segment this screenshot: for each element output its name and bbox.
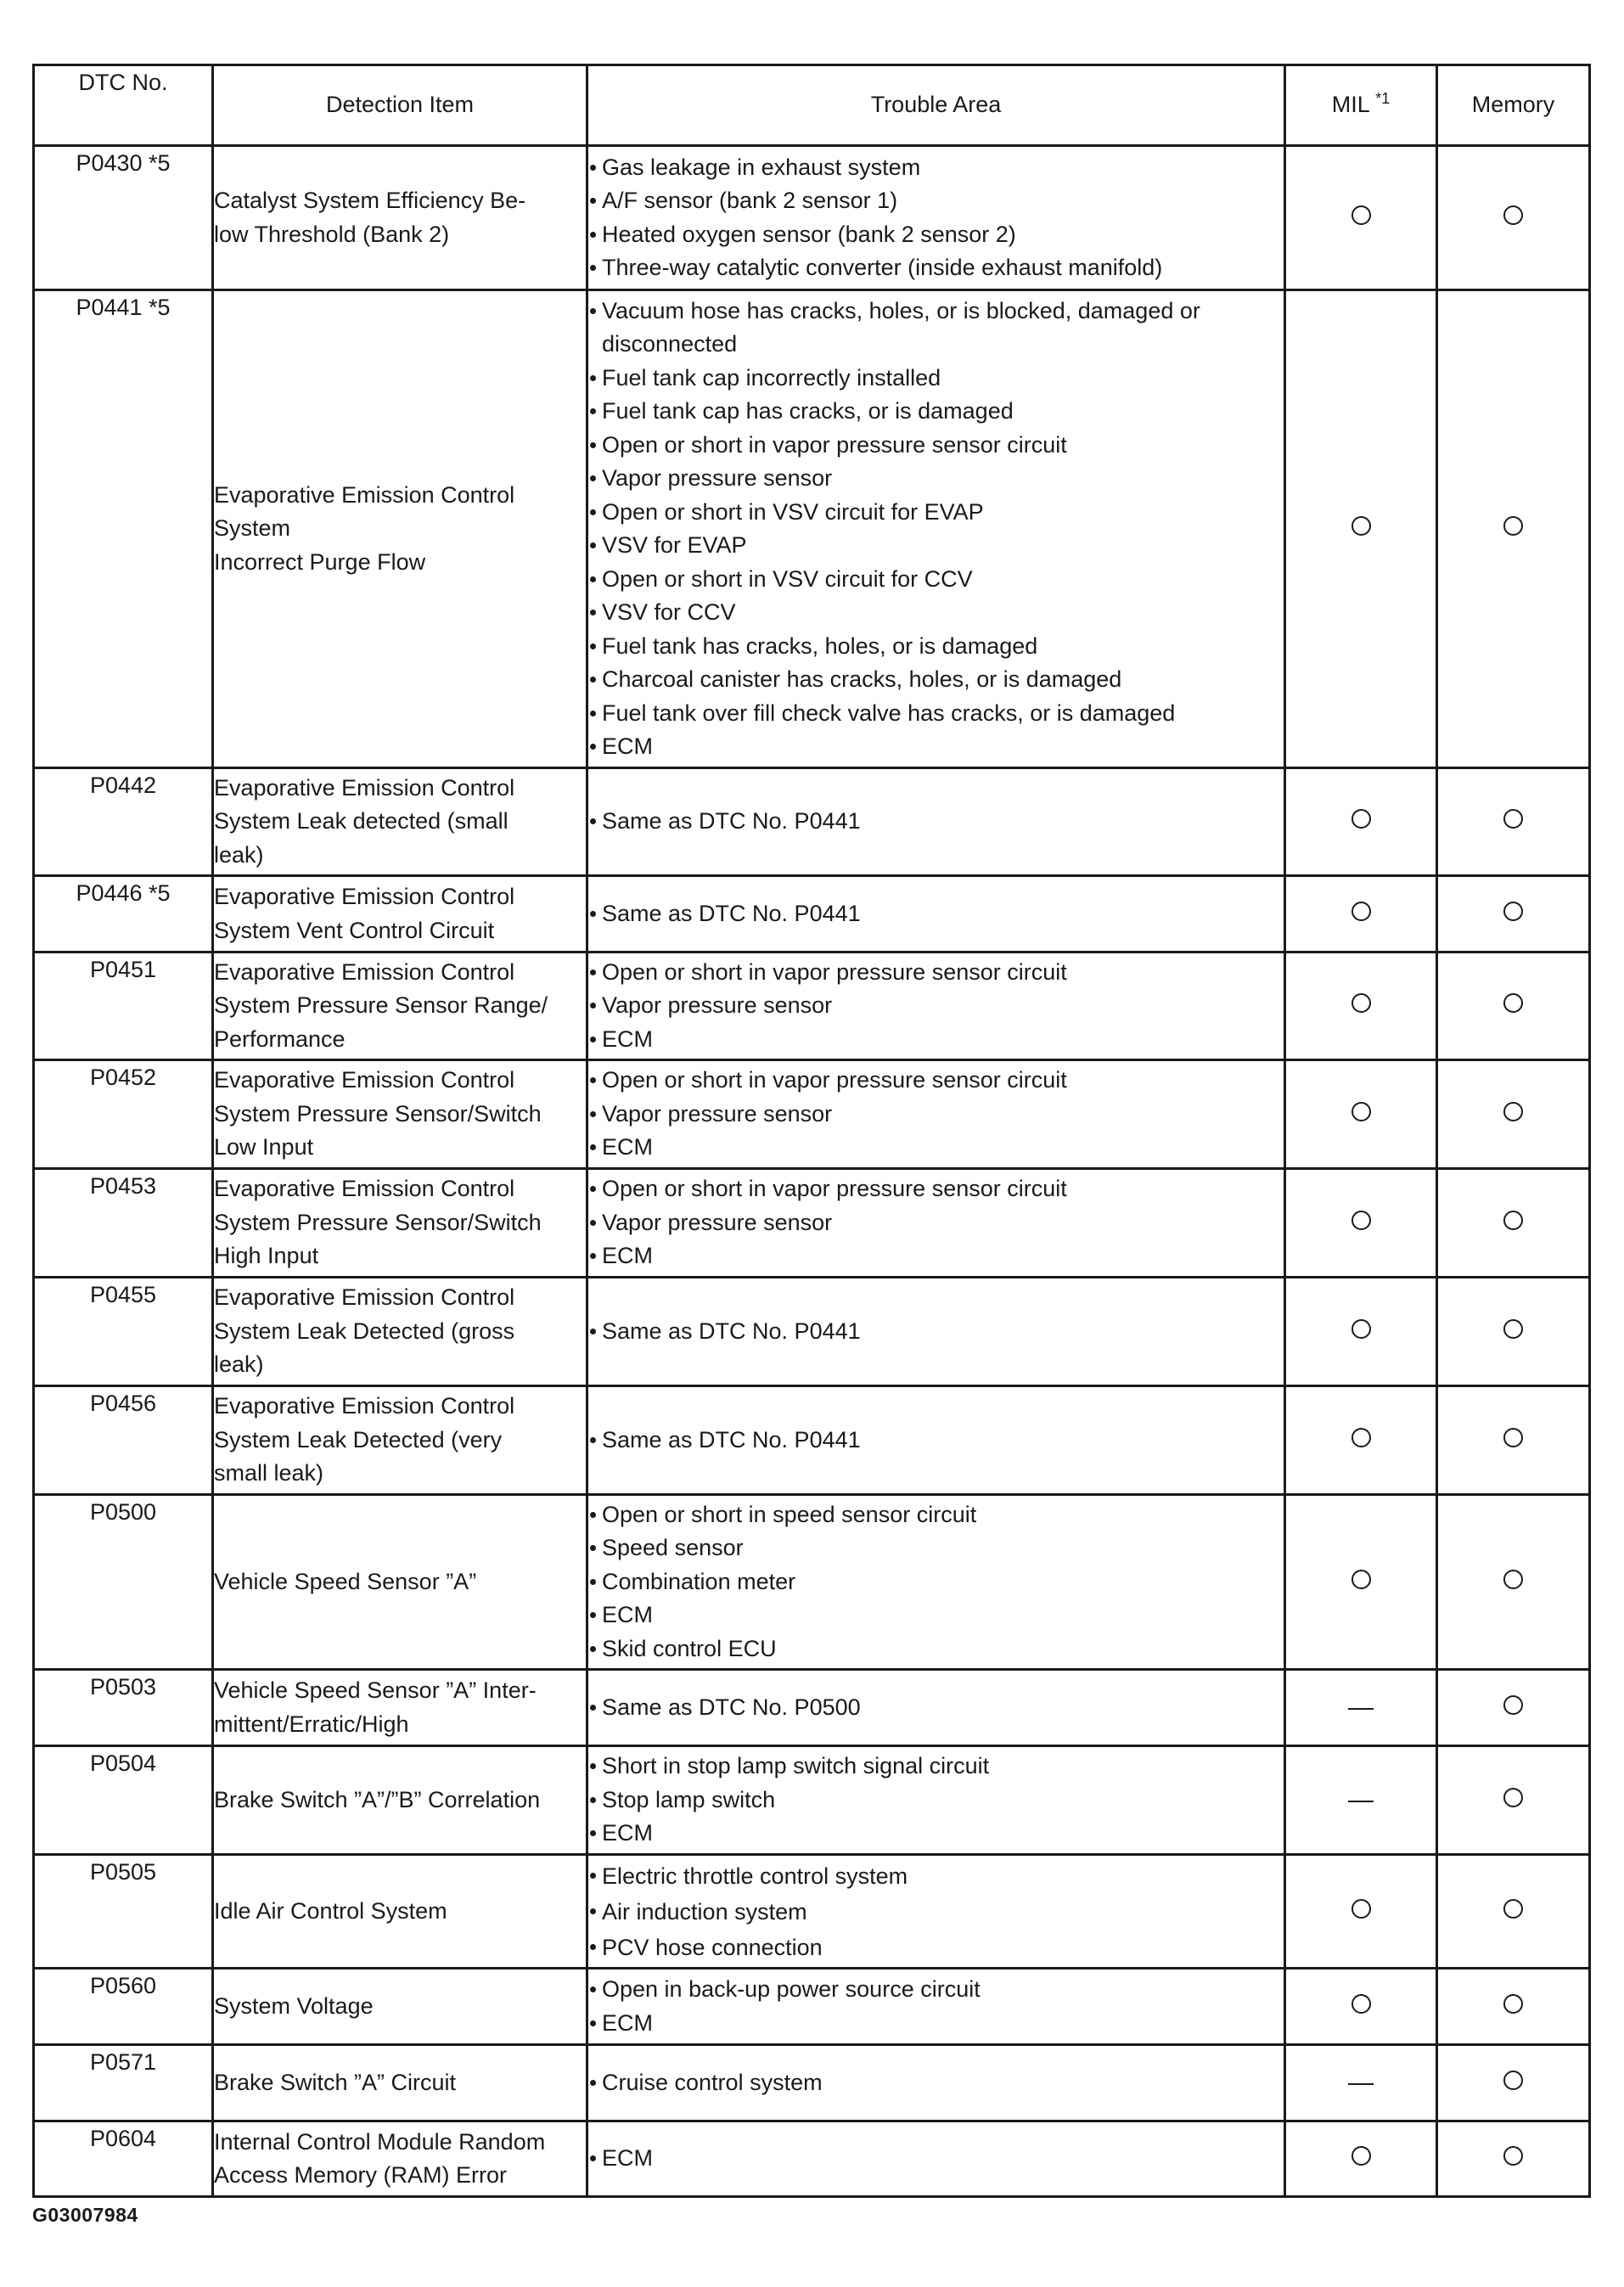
trouble-area-item: Vapor pressure sensor [588,1098,1284,1132]
mil-dash-icon [1348,2083,1374,2085]
dtc-code: P0455 [34,1278,213,1386]
dtc-code: P0430 *5 [34,146,213,290]
mil-circle-icon [1351,1211,1371,1230]
memory-circle-icon [1503,205,1523,225]
trouble-area [587,146,1285,290]
trouble-area-item: Heated oxygen sensor (bank 2 sensor 2) [588,218,1284,252]
detection-item-line: Evaporative Emission Control [214,1284,515,1311]
memory-circle-icon [1503,1428,1523,1447]
detection-item-line: leak) [214,841,264,868]
table-row [34,876,1590,952]
trouble-area [587,768,1285,876]
table-row [34,1278,1590,1386]
dtc-code: P0500 [34,1495,213,1670]
trouble-area-item: Fuel tank cap incorrectly installed [588,362,1284,396]
memory-circle-icon [1503,809,1523,829]
trouble-area-item: ECM [588,1239,1284,1273]
trouble-area-item: Combination meter [588,1565,1284,1599]
trouble-area-item: Vapor pressure sensor [588,989,1284,1023]
trouble-area-item: Open or short in vapor pressure sensor circuit [588,956,1284,990]
trouble-area-list [588,897,1284,931]
mil-circle-icon [1351,1899,1371,1919]
mil-cell [1285,2121,1437,2197]
mil-dash-icon [1348,1801,1374,1802]
trouble-area-item: Speed sensor [588,1531,1284,1565]
trouble-area-list [588,1750,1284,1851]
detection-item [213,2045,587,2121]
trouble-area [587,1855,1285,1969]
detection-item-line: Evaporative Emission Control [214,1393,515,1419]
header-row [34,65,1590,146]
table-row [34,1969,1590,2045]
memory-circle-icon [1503,2146,1523,2166]
header-mil-footnote: *1 [1375,90,1391,108]
trouble-area-item: Short in stop lamp switch signal circuit [588,1750,1284,1784]
detection-item-line: System Pressure Sensor/Switch [214,1100,542,1127]
mil-cell [1285,1969,1437,2045]
mil-cell [1285,2045,1437,2121]
trouble-area-list [588,151,1284,285]
memory-cell [1437,1969,1590,2045]
memory-cell [1437,952,1590,1060]
trouble-area [587,1386,1285,1495]
detection-item [213,1670,587,1746]
memory-circle-icon [1503,1695,1523,1715]
header-detection-item: Detection Item [213,65,587,146]
trouble-area-list [588,2142,1284,2176]
dtc-table [32,64,1591,2198]
trouble-area-item: Same as DTC No. P0441 [588,1315,1284,1349]
trouble-area-item: ECM [588,2007,1284,2041]
mil-cell [1285,1278,1437,1386]
detection-item-line: System Leak Detected (gross [214,1318,515,1344]
dtc-code: P0446 *5 [34,876,213,952]
table-row [34,952,1590,1060]
memory-circle-icon [1503,1788,1523,1807]
memory-circle-icon [1503,1211,1523,1230]
trouble-area-item: Open or short in vapor pressure sensor circuit [588,1172,1284,1206]
detection-item-line: System Pressure Sensor/Switch [214,1209,542,1235]
detection-item-line: Evaporative Emission Control [214,1176,515,1202]
trouble-area-item: Cruise control system [588,2066,1284,2100]
detection-item-line: Evaporative Emission Control [214,1067,515,1093]
detection-item-line: High Input [214,1243,319,1269]
detection-item-line: Incorrect Purge Flow [214,548,426,575]
trouble-area-item: Three-way catalytic converter (inside exhaust manifold) [588,251,1284,285]
dtc-code: P0451 [34,952,213,1060]
dtc-code: P0456 [34,1386,213,1495]
detection-item [213,1060,587,1169]
trouble-area [587,2121,1285,2197]
memory-cell [1437,1855,1590,1969]
trouble-area-item: A/F sensor (bank 2 sensor 1) [588,184,1284,218]
header-dtc-no: DTC No. [34,65,213,146]
table-row [34,1169,1590,1278]
table-row [34,1855,1590,1969]
trouble-area-item: Open in back-up power source circuit [588,1973,1284,2007]
table-row [34,1670,1590,1746]
table-row [34,290,1590,768]
mil-circle-icon [1351,516,1371,536]
trouble-area [587,1060,1285,1169]
detection-item-line: Evaporative Emission Control [214,884,515,909]
mil-circle-icon [1351,902,1371,921]
trouble-area-list [588,1315,1284,1349]
trouble-area-item: Vapor pressure sensor [588,1206,1284,1240]
memory-cell [1437,1169,1590,1278]
memory-cell [1437,1746,1590,1855]
mil-circle-icon [1351,1994,1371,2014]
mil-circle-icon [1351,993,1371,1013]
mil-cell [1285,290,1437,768]
trouble-area-item: ECM [588,2142,1284,2176]
trouble-area-item: Open or short in speed sensor circuit [588,1498,1284,1532]
memory-cell [1437,1386,1590,1495]
mil-cell [1285,1855,1437,1969]
memory-circle-icon [1503,1899,1523,1919]
trouble-area [587,1670,1285,1746]
memory-cell [1437,290,1590,768]
detection-item-line: System Vent Control Circuit [214,917,495,943]
detection-item [213,1169,587,1278]
mil-circle-icon [1351,1319,1371,1339]
detection-item-line: Internal Control Module Random [214,2128,546,2155]
dtc-code: P0442 [34,768,213,876]
table-row [34,1495,1590,1670]
trouble-area-item: ECM [588,1131,1284,1165]
detection-item-line: leak) [214,1351,264,1378]
detection-item-line: low Threshold (Bank 2) [214,221,450,247]
trouble-area-item: Air induction system [588,1894,1284,1930]
trouble-area-list [588,2066,1284,2100]
memory-circle-icon [1503,1570,1523,1589]
memory-cell [1437,1495,1590,1670]
dtc-code: P0441 *5 [34,290,213,768]
detection-item [213,1495,587,1670]
mil-cell [1285,768,1437,876]
trouble-area-list [588,956,1284,1057]
trouble-area [587,952,1285,1060]
trouble-area-item: Same as DTC No. P0441 [588,897,1284,931]
trouble-area-item: Same as DTC No. P0500 [588,1691,1284,1725]
memory-cell [1437,876,1590,952]
mil-cell [1285,1060,1437,1169]
mil-cell [1285,1746,1437,1855]
trouble-area-item: Fuel tank has cracks, holes, or is damaged [588,630,1284,664]
trouble-area-list [588,1858,1284,1965]
header-mil [1285,65,1437,146]
trouble-area-item: Same as DTC No. P0441 [588,805,1284,839]
detection-item-line: Evaporative Emission Control [214,958,515,985]
memory-cell [1437,1060,1590,1169]
figure-id: G03007984 [32,2204,138,2226]
trouble-area [587,1746,1285,1855]
trouble-area-list [588,1172,1284,1273]
memory-cell [1437,2121,1590,2197]
memory-cell [1437,2045,1590,2121]
memory-cell [1437,768,1590,876]
header-mil-label: MIL [1331,92,1376,118]
detection-item [213,952,587,1060]
detection-item [213,1278,587,1386]
trouble-area-item: ECM [588,1817,1284,1851]
dtc-code: P0604 [34,2121,213,2197]
dtc-code: P0505 [34,1855,213,1969]
trouble-area-item: Open or short in VSV circuit for EVAP [588,496,1284,530]
trouble-area [587,1495,1285,1670]
trouble-area-item: Open or short in vapor pressure sensor circuit [588,429,1284,463]
trouble-area-item: Open or short in vapor pressure sensor circuit [588,1064,1284,1098]
trouble-area-list [588,1424,1284,1458]
trouble-area [587,1169,1285,1278]
trouble-area-item: Vacuum hose has cracks, holes, or is blocked, damaged or disconnected [588,295,1284,362]
mil-cell [1285,1670,1437,1746]
detection-item-line: System Leak Detected (very [214,1426,503,1453]
trouble-area [587,1969,1285,2045]
detection-item-line: Vehicle Speed Sensor ”A” Inter- [214,1677,537,1703]
dtc-code: P0560 [34,1969,213,2045]
trouble-area-item: Vapor pressure sensor [588,462,1284,496]
trouble-area-item: Gas leakage in exhaust system [588,151,1284,185]
memory-circle-icon [1503,516,1523,536]
trouble-area-item: ECM [588,1599,1284,1632]
table-row [34,146,1590,290]
trouble-area-list [588,295,1284,764]
trouble-area-list [588,1691,1284,1725]
trouble-area-list [588,805,1284,839]
memory-circle-icon [1503,1994,1523,2014]
detection-item-line: Vehicle Speed Sensor ”A” [214,1568,477,1594]
trouble-area-item: Skid control ECU [588,1632,1284,1666]
memory-cell [1437,1278,1590,1386]
trouble-area-item: Fuel tank over fill check valve has cracks, or is damaged [588,697,1284,731]
detection-item [213,2121,587,2197]
detection-item [213,1969,587,2045]
mil-cell [1285,876,1437,952]
detection-item-line: Performance [214,1025,346,1052]
trouble-area-item: Fuel tank cap has cracks, or is damaged [588,395,1284,429]
trouble-area-item: Stop lamp switch [588,1784,1284,1818]
mil-cell [1285,952,1437,1060]
detection-item-line: Access Memory (RAM) Error [214,2162,508,2188]
table-row [34,1746,1590,1855]
detection-item-line: mittent/Erratic/High [214,1711,409,1737]
trouble-area-item: Open or short in VSV circuit for CCV [588,563,1284,597]
header-trouble-area: Trouble Area [587,65,1285,146]
dtc-table-body [34,146,1590,2197]
memory-circle-icon [1503,1102,1523,1121]
detection-item-line: Evaporative Emission Control [214,481,515,508]
table-row [34,1386,1590,1495]
detection-item-line: System [214,515,291,542]
trouble-area-item: Electric throttle control system [588,1858,1284,1894]
detection-item-line: Brake Switch ”A” Circuit [214,2069,457,2095]
mil-cell [1285,146,1437,290]
memory-circle-icon [1503,1319,1523,1339]
memory-cell [1437,146,1590,290]
mil-dash-icon [1348,1708,1374,1710]
trouble-area-item: Charcoal canister has cracks, holes, or is damaged [588,663,1284,697]
trouble-area [587,1278,1285,1386]
trouble-area-list [588,1064,1284,1165]
table-row [34,2045,1590,2121]
mil-circle-icon [1351,1570,1371,1589]
mil-cell [1285,1386,1437,1495]
table-row [34,768,1590,876]
detection-item-line: Catalyst System Efficiency Be- [214,188,526,213]
trouble-area [587,290,1285,768]
mil-cell [1285,1495,1437,1670]
dtc-code: P0571 [34,2045,213,2121]
trouble-area-item: ECM [588,1023,1284,1057]
trouble-area [587,876,1285,952]
detection-item [213,146,587,290]
memory-circle-icon [1503,993,1523,1013]
dtc-code: P0453 [34,1169,213,1278]
memory-cell [1437,1670,1590,1746]
detection-item-line: System Voltage [214,1992,374,2019]
detection-item [213,1855,587,1969]
trouble-area-item: VSV for EVAP [588,529,1284,563]
detection-item-line: Idle Air Control System [214,1897,447,1924]
trouble-area-list [588,1973,1284,2040]
mil-cell [1285,1169,1437,1278]
mil-circle-icon [1351,809,1371,829]
trouble-area-list [588,1498,1284,1666]
trouble-area-item: VSV for CCV [588,596,1284,630]
dtc-code: P0503 [34,1670,213,1746]
detection-item-line: Brake Switch ”A”/”B” Correlation [214,1786,541,1812]
dtc-code: P0504 [34,1746,213,1855]
table-row [34,1060,1590,1169]
trouble-area [587,2045,1285,2121]
memory-circle-icon [1503,2071,1523,2090]
detection-item [213,1746,587,1855]
header-memory: Memory [1437,65,1590,146]
detection-item-line: Evaporative Emission Control [214,774,515,801]
detection-item [213,876,587,952]
detection-item-line: System Pressure Sensor Range/ [214,992,548,1019]
memory-circle-icon [1503,902,1523,921]
trouble-area-item: PCV hose connection [588,1930,1284,1965]
trouble-area-item: ECM [588,730,1284,764]
mil-circle-icon [1351,1428,1371,1447]
detection-item-line: System Leak detected (small [214,808,509,834]
trouble-area-item: Same as DTC No. P0441 [588,1424,1284,1458]
detection-item [213,1386,587,1495]
table-row [34,2121,1590,2197]
detection-item-line: small leak) [214,1460,324,1486]
detection-item-line: Low Input [214,1134,314,1160]
mil-circle-icon [1351,1102,1371,1121]
mil-circle-icon [1351,205,1371,225]
detection-item [213,768,587,876]
detection-item [213,290,587,768]
mil-circle-icon [1351,2146,1371,2166]
dtc-code: P0452 [34,1060,213,1169]
